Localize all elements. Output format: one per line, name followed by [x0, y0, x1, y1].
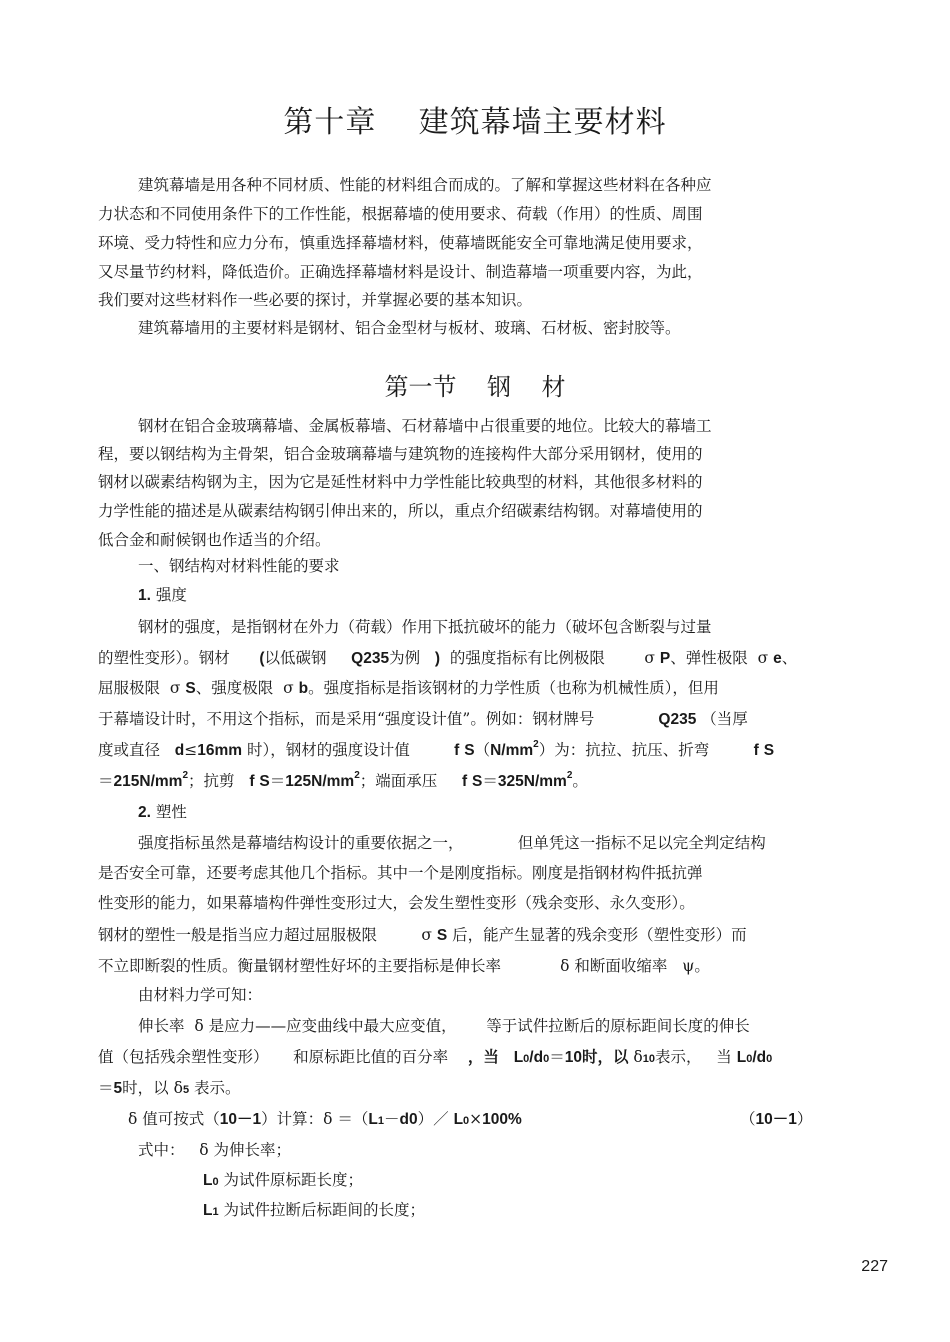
text-line: 钢材的塑性一般是指当应力超过屈服极限 σ S 后，能产生显著的残余变形（塑性变形）而	[98, 926, 747, 944]
text-line: L0 为试件原标距长度；	[203, 1171, 364, 1189]
text-line: 由材料力学可知：	[138, 986, 263, 1004]
text-line: 钢材在铝合金玻璃幕墙、金属板幕墙、石材幕墙中占很重要的地位。比较大的幕墙工	[138, 417, 712, 435]
text-line: 力状态和不同使用条件下的工作性能，根据幕墙的使用要求、荷载（作用）的性质、周围	[98, 205, 703, 223]
item-heading-strength	[138, 585, 890, 606]
text-line: 钢材以碳素结构钢为主，因为它是延性材料中力学性能比较典型的材料，其他很多材料的	[98, 473, 703, 491]
text-line: 又尽量节约材料，降低造价。正确选择幕墙材料是设计、制造幕墙一项重要内容，为此，	[98, 263, 703, 281]
page-number: 227	[861, 1258, 888, 1275]
formula-line: δ 值可按式（10－1）计算：δ ＝（L1－d0）／ L0×100%	[128, 1110, 522, 1128]
text-line: 建筑幕墙用的主要材料是钢材、铝合金型材与板材、玻璃、石材板、密封胶等。	[138, 319, 681, 337]
formula-number: （10－1）	[740, 1110, 813, 1128]
item-title: 塑性	[155, 803, 187, 821]
text-line: 的塑性变形）。钢材 (以低碳钢 Q235为例 ) 的强度指标有比例极限 σ P、弹性极限 σ e、	[98, 649, 798, 667]
item-title: 强度	[155, 586, 187, 604]
text-line: 建筑幕墙是用各种不同材质、性能的材料组合而成的。了解和掌握这些材料在各种应	[138, 176, 712, 194]
text-line: 伸长率 δ 是应力——应变曲线中最大应变值， 等于试件拉断后的原标距间长度的伸长	[138, 1017, 750, 1035]
text-line: L1 为试件拉断后标距间的长度；	[203, 1201, 426, 1219]
text-line: ＝5时，以 δ5 表示。	[98, 1079, 241, 1097]
section-title: 第一节 钢 材	[384, 373, 566, 401]
text-line: 于幕墙设计时，不用这个指标，而是采用“强度设计值”。例如：钢材牌号 Q235 （当厚	[98, 710, 748, 728]
text-line: 低合金和耐候钢也作适当的介绍。	[98, 531, 331, 549]
text-line: 性变形的能力，如果幕墙构件弹性变形过大，会发生塑性变形（残余变形、永久变形）。	[98, 894, 695, 912]
chapter-title: 第十章 建筑幕墙主要材料	[283, 105, 667, 140]
item-number: 2.	[138, 804, 151, 821]
text-line: 强度指标虽然是幕墙结构设计的重要依据之一， 但单凭这一指标不足以完全判定结构	[138, 834, 766, 852]
text-line: 值（包括残余塑性变形） 和原标距比值的百分率 ，当 L0/d0＝10时，以 δ10表示， 当 L0/d0	[98, 1048, 773, 1066]
text-line: 钢材的强度，是指钢材在外力（荷载）作用下抵抗破坏的能力（破坏包含断裂与过量	[138, 618, 712, 636]
text-line: 程，要以钢结构为主骨架，铝合金玻璃幕墙与建筑物的连接构件大部分采用钢材，使用的	[98, 445, 703, 463]
item-heading-plasticity	[138, 802, 890, 823]
text-line: 式中： δ 为伸长率；	[138, 1141, 292, 1159]
text-line: $=215N/mm^2$；抗剪 f $S=125N/mm^2$；端面承压 f $S=325N/mm^2$。	[98, 770, 588, 790]
text-line: 是否安全可靠，还要考虑其他几个指标。其中一个是刚度指标。刚度是指钢材构件抵抗弹	[98, 864, 703, 882]
text-line: 不立即断裂的性质。衡量钢材塑性好坏的主要指标是伸长率 δ 和断面收缩率 ψ。	[98, 957, 710, 975]
subsection-heading: 一、钢结构对材料性能的要求	[138, 557, 340, 575]
text-line: 度或直径 d≤16mm 时），钢材的强度设计值 f $S(N/mm^2)$为：抗拉、抗压、折弯 f S	[98, 739, 775, 759]
text-line: 我们要对这些材料作一些必要的探讨，并掌握必要的基本知识。	[98, 291, 533, 309]
item-number: 1.	[138, 587, 151, 604]
text-line: 屈服极限 σ S、强度极限 σ b。强度指标是指该钢材的力学性质（也称为机械性质），但用	[98, 679, 719, 697]
text-line: 力学性能的描述是从碳素结构钢引伸出来的，所以，重点介绍碳素结构钢。对幕墙使用的	[98, 502, 703, 520]
text-line: 环境、受力特性和应力分布，慎重选择幕墙材料，使幕墙既能安全可靠地满足使用要求，	[98, 234, 703, 252]
